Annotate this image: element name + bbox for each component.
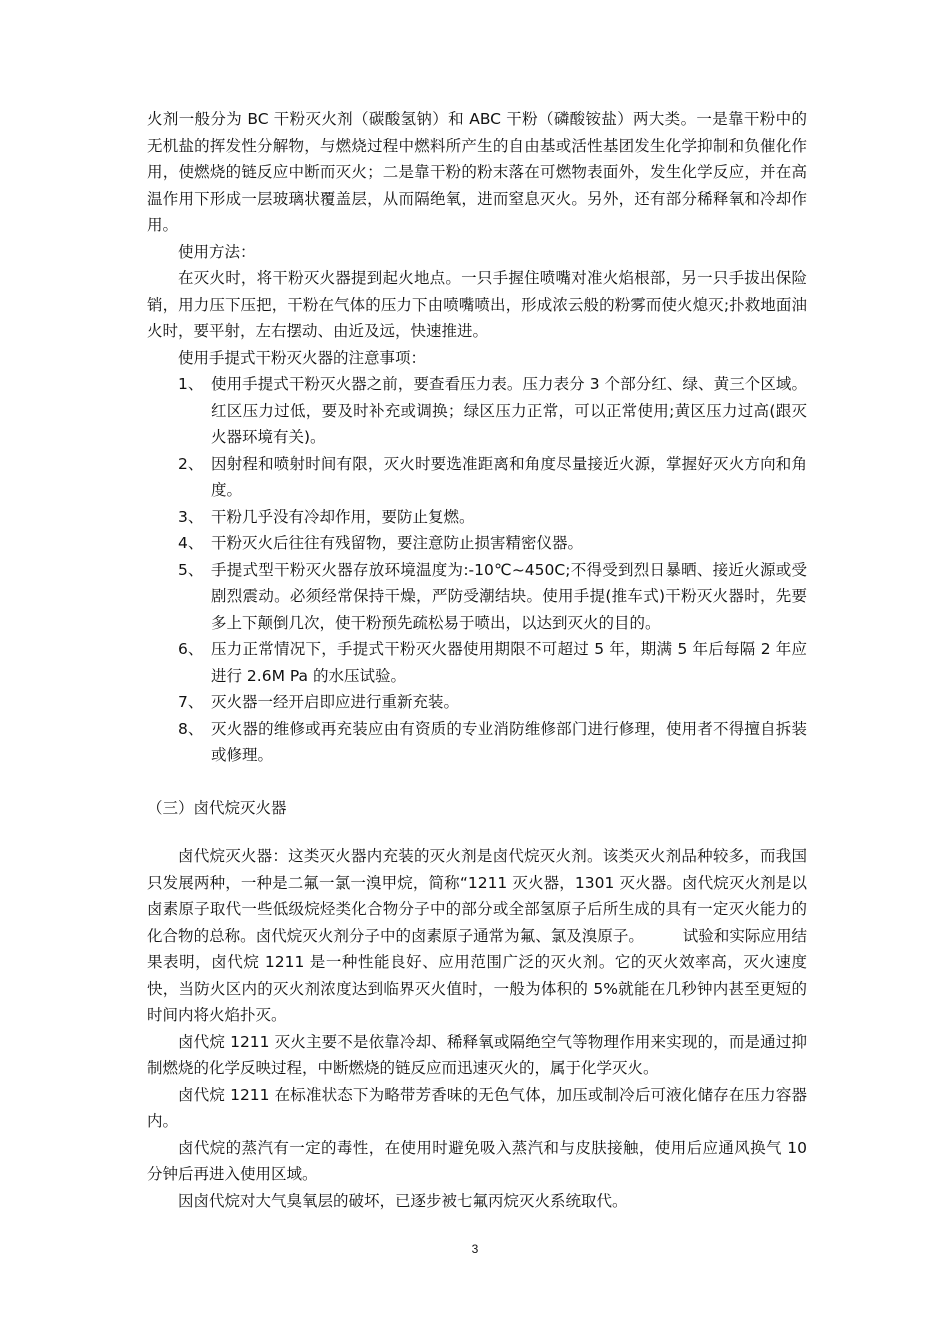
paragraph-halon-mechanism: 卤代烷 1211 灭火主要不是依靠冷却、稀释氧或隔绝空气等物理作用来实现的，而是通过抑制燃烧的化学反映过程，中断燃烧的链反应而迅速灭火的，属于化学灭火。 — [147, 1032, 807, 1077]
list-item-text: 灭火器的维修或再充装应由有资质的专业消防维修部门进行修理，使用者不得擅自拆装或修理。 — [211, 719, 807, 764]
list-item — [147, 504, 807, 531]
list-item-text: 灭火器一经开启即应进行重新充装。 — [211, 693, 460, 711]
paragraph-halon-intro: 卤代烷灭火器：这类灭火器内充装的灭火剂是卤代烷灭火剂。该类灭火剂品种较多，而我国只发展两种，一种是二氟一氯一溴甲烷，简称“1211 灭火器，1301 灭火器。卤代烷灭火剂是以卤素原子取代一些低级烷烃类化合物分子中的部分或全部氢原子后所生成的具有一定灭火能力的化合物的总称。卤代烷灭火剂分子中的卤素原子通常为氟、氯及溴原子。 试验和实际应用结果表明，卤代烷 1211 是一种性能良好、应用范围广泛的灭火剂。它的灭火效率高，灭火速度快，当防火区内的灭火剂浓度达到临界灭火值时，一般为体积的 5%就能在几秒钟内甚至更短的时间内将火焰扑灭。 — [147, 847, 807, 1024]
page-content — [147, 106, 807, 1214]
list-item-text: 使用手提式干粉灭火器之前，要查看压力表。压力表分 3 个部分红、绿、黄三个区域。红区压力过低，要及时补充或调换；绿区压力正常，可以正常使用;黄区压力过高(跟灭火器环境有关)。 — [211, 375, 807, 446]
paragraph-usage-method: 在灭火时，将干粉灭火器提到起火地点。一只手握住喷嘴对准火焰根部，另一只手拔出保险销，用力压下压把，干粉在气体的压力下由喷嘴喷出，形成浓云般的粉雾而使火熄灭;扑救地面油火时，要平射，左右摆动、由近及远，快速推进。 — [147, 269, 807, 340]
list-item — [147, 530, 807, 557]
list-item — [147, 636, 807, 689]
paragraph-halon-toxicity: 卤代烷的蒸汽有一定的毒性，在使用时避免吸入蒸汽和与皮肤接触，使用后应通风换气 10 分钟后再进入使用区域。 — [147, 1138, 807, 1183]
list-item-number: 8、 — [178, 719, 204, 738]
list-item-text: 干粉灭火后往往有残留物，要注意防止损害精密仪器。 — [211, 534, 584, 552]
list-item-number: 4、 — [178, 534, 204, 552]
list-item-number: 5、 — [178, 560, 204, 579]
list-item — [147, 716, 807, 769]
list-item-text: 压力正常情况下，手提式干粉灭火器使用期限不可超过 5 年，期满 5 年后每隔 2 年应进行 2.6M Pa 的水压试验。 — [211, 640, 807, 685]
list-item — [147, 689, 807, 716]
list-item-number: 1、 — [178, 375, 204, 393]
list-item-text: 干粉几乎没有冷却作用，要防止复燃。 — [211, 507, 475, 526]
list-item-text: 因射程和喷射时间有限，灭火时要选准距离和角度尽量接近火源，掌握好灭火方向和角度。 — [211, 454, 807, 499]
list-item-number: 6、 — [178, 640, 204, 658]
paragraph-halon-properties: 卤代烷 1211 在标准状态下为略带芳香味的无色气体，加压或制冷后可液化储存在压力容器内。 — [147, 1085, 807, 1130]
paragraph-halon-replacement: 因卤代烷对大气臭氧层的破坏，已逐步被七氟丙烷灭火系统取代。 — [178, 1191, 628, 1210]
list-item — [147, 451, 807, 504]
notes-list — [147, 371, 807, 769]
page-number: 3 — [471, 1242, 479, 1256]
list-item — [147, 557, 807, 637]
list-item-number: 7、 — [178, 693, 204, 711]
list-item-number: 2、 — [178, 454, 204, 473]
usage-heading: 使用方法： — [178, 242, 256, 261]
paragraph-dry-powder-types: 火剂一般分为 BC 干粉灭火剂（碳酸氢钠）和 ABC 干粉（磷酸铵盐）两大类。一是靠干粉中的无机盐的挥发性分解物，与燃烧过程中燃料所产生的自由基或活性基团发生化学抑制和负催化作用，使燃烧的链反应中断而灭火；二是靠干粉的粉末落在可燃物表面外，发生化学反应，并在高温作用下形成一层玻璃状覆盖层，从而隔绝氧，进而窒息灭火。另外，还有部分稀释氧和冷却作用。 — [147, 110, 807, 234]
section-title: （三）卤代烷灭火器 — [147, 798, 287, 817]
list-item-text: 手提式型干粉灭火器存放环境温度为:-10℃~450C;不得受到烈日暴晒、接近火源或受剧烈震动。必须经常保持干燥，严防受潮结块。使用手提(推车式)干粉灭火器时，先要多上下颠倒几次，使干粉预先疏松易于喷出，以达到灭火的目的。 — [211, 560, 807, 632]
list-item — [147, 371, 807, 451]
list-item-number: 3、 — [178, 507, 204, 526]
notes-heading: 使用手提式干粉灭火器的注意事项： — [178, 348, 427, 367]
